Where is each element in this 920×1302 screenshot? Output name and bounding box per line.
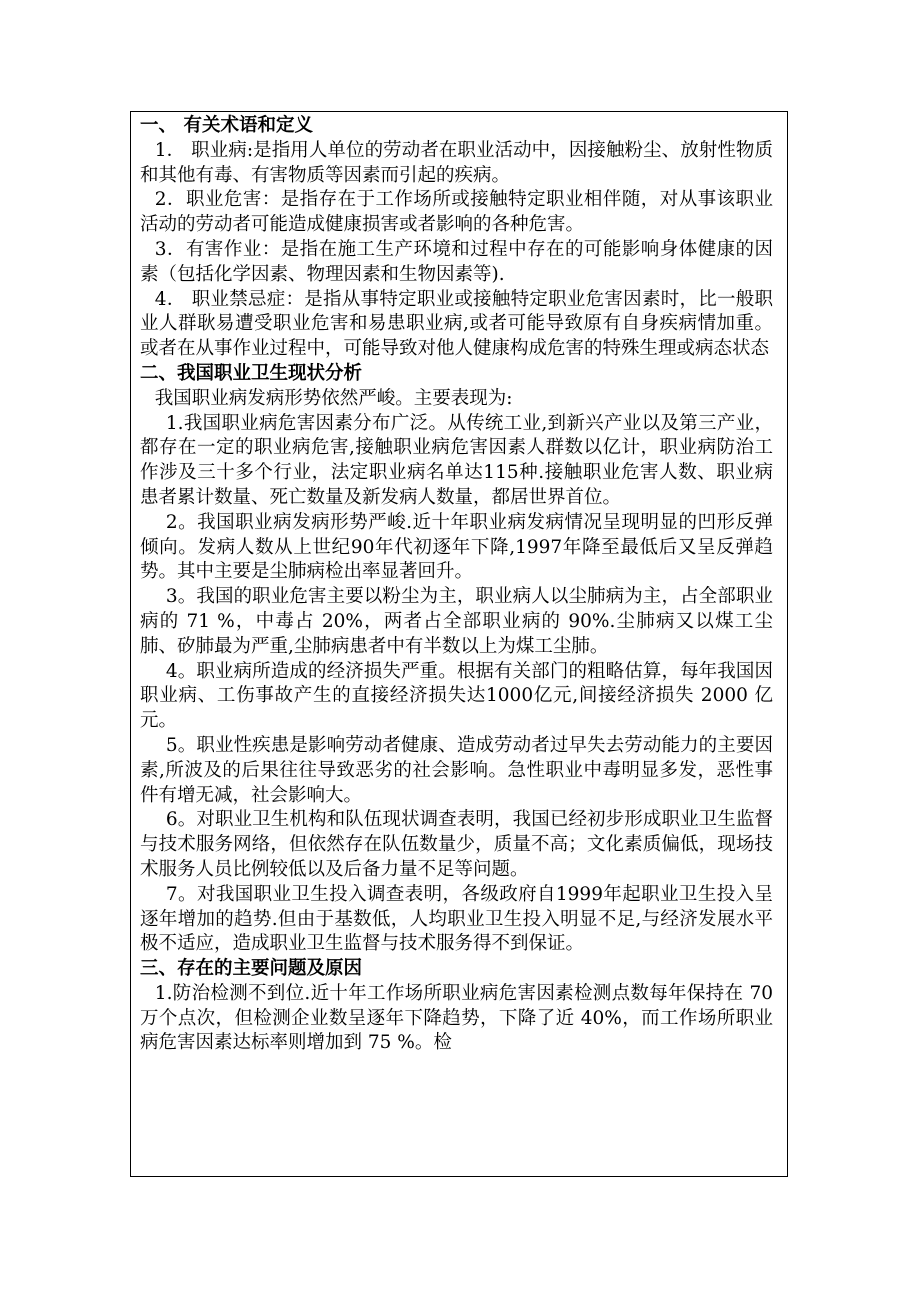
section-2-item-7: 7。对我国职业卫生投入调查表明，各级政府自1999年起职业卫生投入呈逐年增加的趋势.但由于基数低，人均职业卫生投入明显不足,与经济发展水平极不适应，造成职业卫生监督与技术服务得不到保证。 <box>140 883 773 955</box>
document-frame <box>130 111 788 1177</box>
section-1-heading: 一、 有关术语和定义 <box>140 115 313 136</box>
section-3-item-1: 1.防治检测不到位.近十年工作场所职业病危害因素检测点数每年保持在 70 万个点次，但检测企业数呈逐年下降趋势，下降了近 40%，而工作场所职业病危害因素达标率则增加到 75 %。检 <box>140 982 773 1054</box>
section-2-item-4: 4。职业病所造成的经济损失严重。根据有关部门的粗略估算，每年我国因职业病、工伤事故产生的直接经济损失达1000亿元,间接经济损失 2000 亿元。 <box>140 660 773 732</box>
section-2-item-5: 5。职业性疾患是影响劳动者健康、造成劳动者过早失去劳动能力的主要因素,所波及的后果往往导致恶劣的社会影响。急性职业中毒明显多发，恶性事件有增无减，社会影响大。 <box>140 734 773 806</box>
section-3-heading: 三、存在的主要问题及原因 <box>140 958 363 980</box>
section-2-item-3: 3。我国的职业危害主要以粉尘为主，职业病人以尘肺病为主，占全部职业病的 71 %，中毒占 20%，两者占全部职业病的 90%.尘肺病又以煤工尘肺、矽肺最为严重,尘肺病患者中有半数以上为煤工尘肺。 <box>140 586 773 657</box>
section-1-item-4: 4． 职业禁忌症：是指从事特定职业或接触特定职业危害因素时，比一般职业人群耿易遭受职业危害和易患职业病,或者可能导致原有自身疾病情加重。或者在从事作业过程中，可能导致对他人健康构成危害的特殊生理或病态状态 <box>140 288 773 360</box>
section-2-intro: 我国职业病发病形势依然严峻。主要表现为: <box>154 387 513 409</box>
document-body <box>131 112 787 1056</box>
section-2-item-2: 2。我国职业病发病形势严峻.近十年职业病发病情况呈现明显的凹形反弹倾向。发病人数从上世纪90年代初逐年下降,1997年降至最低后又呈反弹趋势。其中主要是尘肺病检出率显著回升。 <box>140 511 773 583</box>
section-1-item-3: 3．有害作业：是指在施工生产环境和过程中存在的可能影响身体健康的因素（包括化学因素、物理因素和生物因素等). <box>140 238 773 285</box>
section-1-item-1: 1． 职业病:是指用人单位的劳动者在职业活动中，因接触粉尘、放射性物质和其他有毒、有害物质等因素而引起的疾病。 <box>140 139 773 186</box>
section-1-item-2: 2．职业危害：是指存在于工作场所或接触特定职业相伴随，对从事该职业活动的劳动者可能造成健康损害或者影响的各种危害。 <box>140 189 773 236</box>
section-2-heading: 二、我国职业卫生现状分析 <box>140 362 363 384</box>
section-2-item-6: 6。对职业卫生机构和队伍现状调查表明，我国已经初步形成职业卫生监督与技术服务网络，但依然存在队伍数量少，质量不高；文化素质偏低，现场技术服务人员比例较低以及后备力量不足等问题。 <box>140 809 773 880</box>
section-2-item-1: 1.我国职业病危害因素分布广泛。从传统工业,到新兴产业以及第三产业，都存在一定的职业病危害,接触职业病危害因素人群数以亿计，职业病防治工作涉及三十多个行业，法定职业病名单达115种.接触职业危害人数、职业病患者累计数量、死亡数量及新发病人数量，都居世界首位。 <box>140 412 773 508</box>
